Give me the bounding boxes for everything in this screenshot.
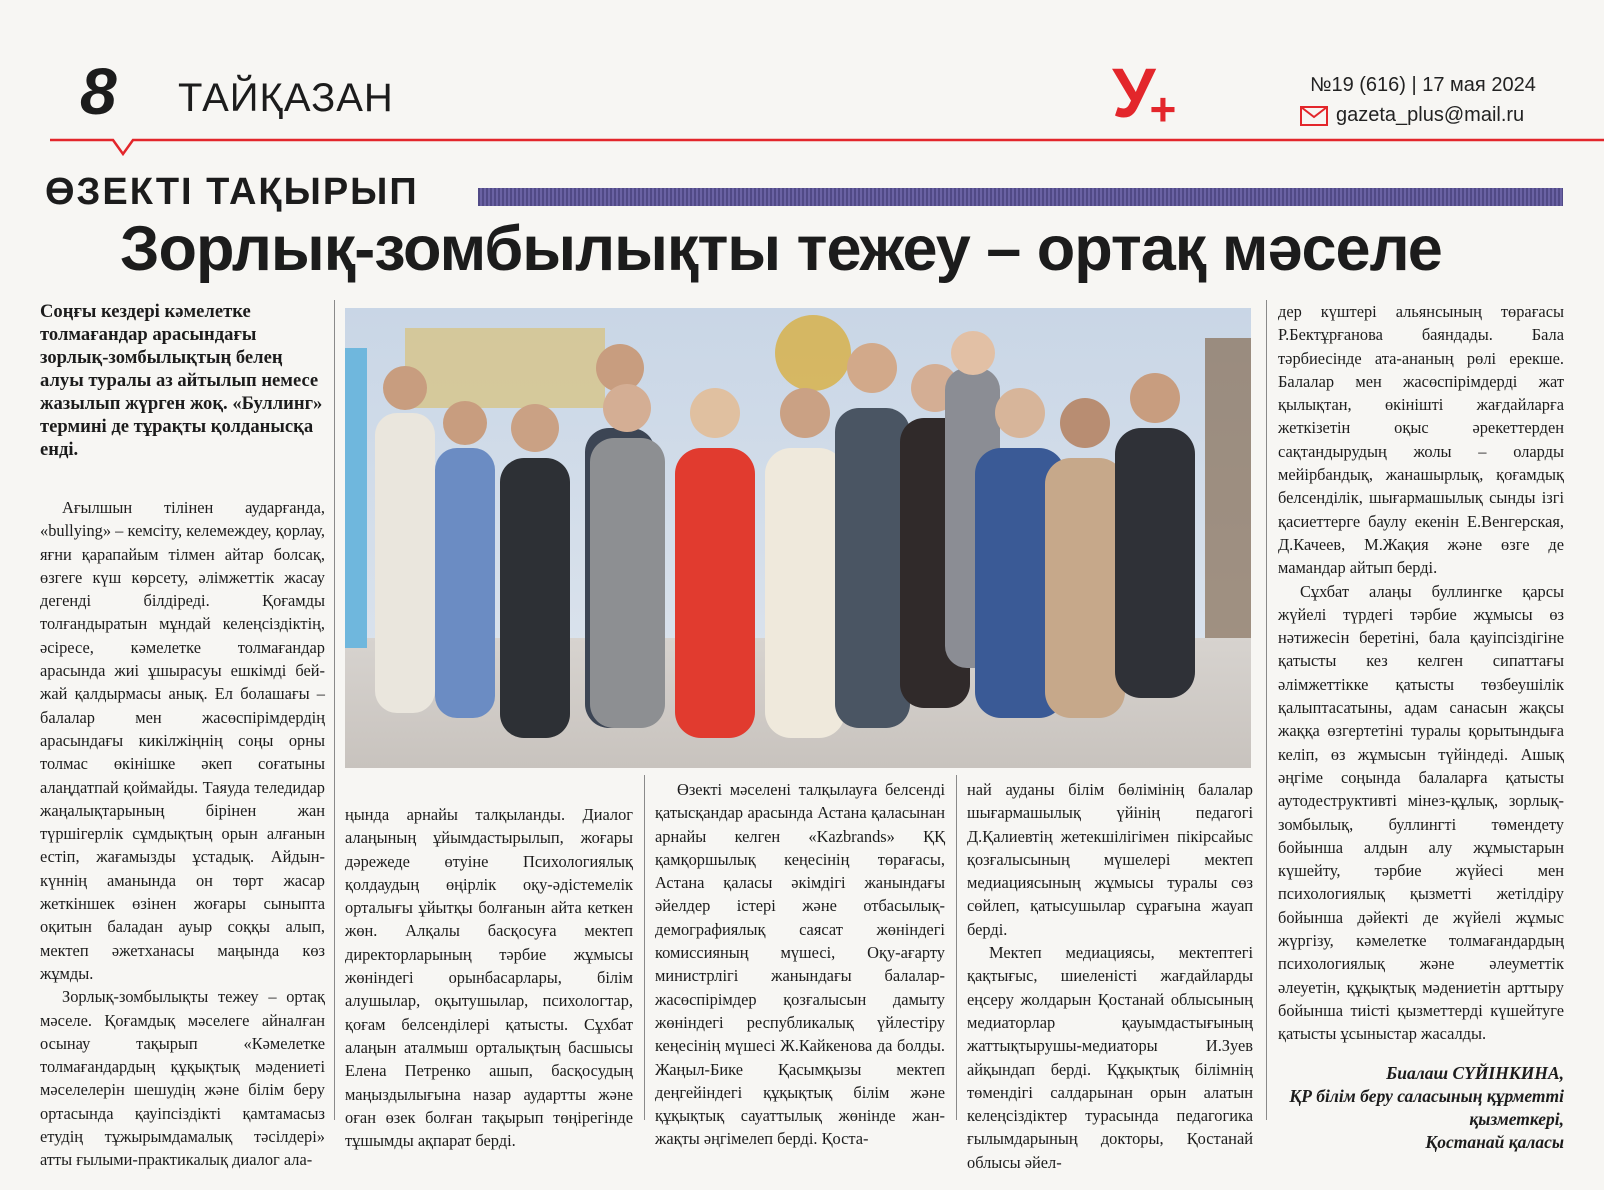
author-city: Қостанай қаласы (1425, 1132, 1564, 1152)
paragraph: Зорлық-зомбылықты тежеу – ортақ мәселе. Қоғамдық мәселеге айналған осынау тақырып «Кәмелетке толмағандардың құқықтық мәдениеті мәселелерін шешудің және білім беру ортасында қауіпсіздікті қамтамасыз етудің тұжырымдамалық тәсілдері» атты ғылыми-практикалық диалог ала- (40, 987, 325, 1170)
headline: Зорлық-зомбылықты тежеу – ортақ мәселе (120, 214, 1442, 284)
column-rule (956, 775, 957, 1120)
column-1 (40, 496, 325, 1172)
article-lead: Соңғы кездері кәмелетке толмағандар арасындағы зорлық-зомбылықтың белең алуы туралы аз айтылып немесе жазылып жүрген жоқ. «Буллинг» термині де тұрақты қолданысқа енді. (40, 301, 323, 460)
page-number: 8 (80, 54, 117, 128)
column-rule (644, 775, 645, 1120)
newspaper-logo (1112, 54, 1177, 135)
state-emblem (775, 315, 851, 391)
map-emblem (405, 328, 605, 408)
email-contact[interactable] (1300, 104, 1524, 127)
group-photo-icon (345, 308, 1251, 768)
author-signature (1278, 1062, 1564, 1154)
rubric: ӨЗЕКТІ ТАҚЫРЫП (45, 171, 419, 213)
paragraph: ңында арнайы талқыланды. Диалог алаңының ұйымдастырылып, жоғары дәрежеде өтуіне Психологиялық қолдаудың өңірлік оқу-әдістемелік орталығы ұйытқы болғанын айта кеткен жөн. Алқалы басқосуға мектеп директорларының тәрбие жұмысы жөніндегі орынбасарлары, білім алушылар, оқытушылар, психологтар, қоғам белсенділері қатысты. Сұхбат алаңын аталмыш орталықтың басшысы Елена Петренко ашып, басқосудың маңыздылығына назар аудартты және оған өзек болған тақырып төңірегінде тұшымды ақпарат берді. (345, 805, 633, 1151)
paragraph: Өзекті мәселені талқылауға белсенді қатысқандар арасында Астана қаласынан арнайы келген «Kazbrands» ҚҚ қамқоршылық кеңесінің төрағасы, Астана қаласы әкімдігі жанындағы әйелдер істері және отбасылық-демографиялық саясат жөніндегі комиссияның мүшесі, Оқу-ағарту министрлігі жанындағы балалар-жасөспірімдер қозғалысын дамыту жөніндегі республикалық үйлестіру кеңесінің мүшесі Ж.Кайкенова да болды. Жаңыл-Бике Қасымқызы мектеп деңгейіндегі құқықтық білім және құқықтық сауаттылық жөнінде жан-жақты әңгімелеп берді. Қоста- (655, 780, 945, 1149)
paragraph: най ауданы білім бөлімінің балалар шығармашылық үйінің педагогі Д.Қалиевтің жетекшілігімен пікірсайыс қозғалысының мүшелері мектеп медиациясының жұмысы туралы сөз сөйлеп, қатысушылар сұрағына жауап берді. (967, 780, 1253, 939)
group-photo (345, 308, 1251, 768)
rubric-bar (478, 188, 1563, 206)
column-4 (967, 778, 1253, 1174)
logo-letter: У (1112, 54, 1156, 132)
mail-icon (1300, 106, 1328, 126)
column-rule (1266, 300, 1267, 1120)
column-3 (655, 778, 945, 1151)
paragraph: Сұхбат алаңы буллингке қарсы жүйелі түрдегі тәрбие жұмысы өз нәтижесін беретіні, бала қауіпсіздігіне қатысты кез келген сипаттағы әлімжеттікке қатысты төзбеушілік қалыптасатыны, адам санасын жақсы жаққа өзгертетіні туралы қорытындыға келіп, өз жұмысын түйіндеді. Ашық әңгіме соңында балаларға қатысты аутодеструктивті мінез-құлық, зорлық-зомбылық, буллингті төмендету бойынша алдын алу жұмыстарын күшейту, тәрбие жүйесі мен психологиялық қызметті жетілдіру бойынша дәйекті де жүйелі жұмыс жүргізу, кәмелетке толмағандардың психологиялық және әлеуметтік әлеуетін, құқықтық мәдениетін арттыру бойынша тиісті қызметтерді күшейтуге қатысты ұсыныстар жасалды. (1278, 581, 1564, 1044)
paragraph: дер күштері альянсының төрағасы Р.Бектұрғанова баяндады. Бала тәрбиесінде ата-ананың рөлі ерекше. Балалар мен жасөспірімдерді жат қылықтан, өкінішті жағдайларға жеткізетін оқыс әрекеттерден сақтандырудың жолы – оларды мейірбандық, жанашырлық, қоғамдық белсенділік, шығармашылық сынды ізгі қасиеттерге баулу екенін Е.Венгерская, Д.Качеев, М.Жақия және өзге де мамандар айтып берді. (1278, 302, 1564, 578)
flag (345, 348, 367, 648)
issue-info: №19 (616) | 17 мая 2024 (1310, 74, 1536, 96)
paragraph: Мектеп медиациясы, мектептегі қақтығыс, шиеленісті жағдайларды еңсеру жолдарын Қостанай облысының медиаторлар қауымдастығының жаттықтырушы-медиаторы И.Зуев айқындап берді. Құқықтық білімнің төмендігі салдарынан орын алатын келеңсіздіктер турасында педагогика ғылымдарының докторы, Қостанай облысы әйел- (967, 943, 1253, 1172)
paragraph: Ағылшын тілінен аударғанда, «bullying» – кемсіту, келемеждеу, қорлау, яғни қарапайым тілмен айтар болсақ, өзгеге күш көрсету, әлімжеттік жасау дегенді білдіреді. Қоғамды толғандыратын мұндай келеңсіздіктің, әсіресе, кәмелетке толмағандар арасында жиі ұшырасуы ешкімді бей-жай қалдырмасы анық. Ел болашағы – балалар мен жасөспірімдердің арасындағы кикілжіңнің соңы орны толмас өкінішке әкеп соғатыны алаңдатпай қоймайды. Таяуда теледидар жаңалықтарының бірінен жан түршігерлік сұмдықтың орын алғанын естіп, жағамызды ұстадық. Айдын-күннің аманында он төрт жасар жеткіншек өзінен жоғары сыныпта оқитын баладан ауыр соққы алып, мектеп әжетханасы маңында көз жұмды. (40, 498, 325, 983)
author-name: Биалаш СҮЙІНКИНА, (1386, 1063, 1564, 1083)
section-title: ТАЙҚАЗАН (178, 76, 394, 120)
column-2 (345, 803, 633, 1152)
logo-plus: + (1149, 83, 1177, 135)
column-rule (334, 300, 335, 1120)
author-title: ҚР білім беру саласының құрметті қызметкері, (1289, 1086, 1564, 1129)
column-5 (1278, 300, 1564, 1046)
header-rule (0, 138, 1604, 158)
email-address[interactable]: gazeta_plus@mail.ru (1336, 104, 1525, 126)
